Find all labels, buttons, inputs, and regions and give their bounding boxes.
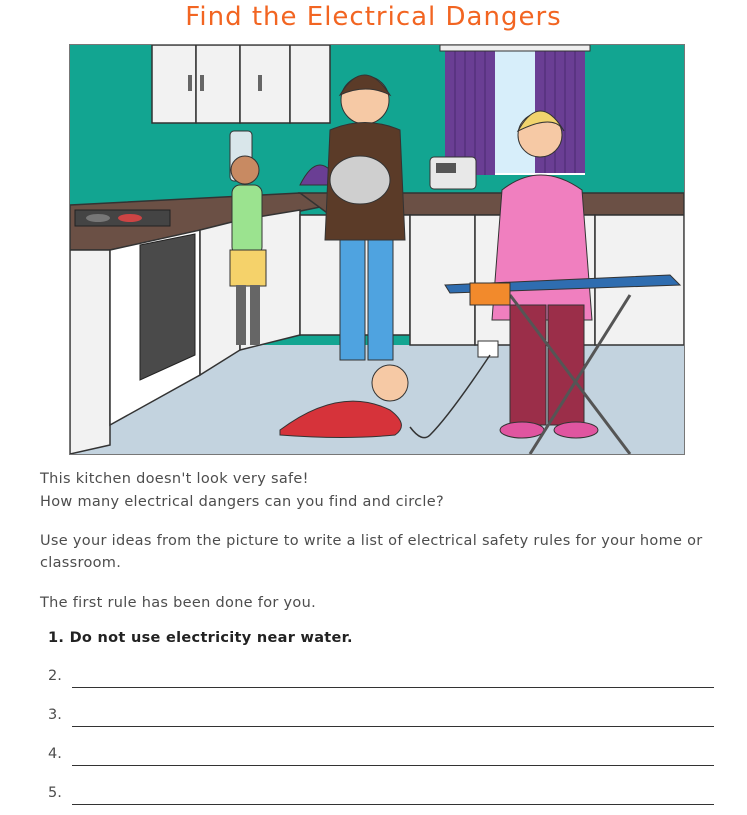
rule-2-line[interactable]	[48, 668, 714, 690]
rule-4-number: 4.	[48, 746, 62, 762]
rule-5-line[interactable]	[48, 785, 714, 807]
writing-line	[72, 765, 714, 766]
window	[440, 45, 590, 175]
instructions-text: Use your ideas from the picture to write a list of electrical safety rules for your home or classroom.	[40, 533, 703, 571]
writing-line	[72, 726, 714, 727]
rule-4-line[interactable]	[48, 746, 714, 768]
note-text: The first rule has been done for you.	[40, 595, 317, 611]
rule-3-line[interactable]	[48, 707, 714, 729]
upper-cabinets	[152, 45, 330, 123]
rule-1	[48, 630, 353, 646]
rule-1-number: 1.	[48, 630, 65, 646]
intro-line-1: This kitchen doesn't look very safe!	[40, 471, 309, 487]
kitchen-illustration	[69, 44, 685, 455]
rule-5-number: 5.	[48, 785, 62, 801]
page-title: Find the Electrical Dangers	[185, 2, 562, 32]
rule-3-number: 3.	[48, 707, 62, 723]
writing-line	[72, 804, 714, 805]
intro-line-2: How many electrical dangers can you find and circle?	[40, 494, 444, 510]
writing-line	[72, 687, 714, 688]
rule-1-text: Do not use electricity near water.	[69, 630, 353, 646]
rule-2-number: 2.	[48, 668, 62, 684]
